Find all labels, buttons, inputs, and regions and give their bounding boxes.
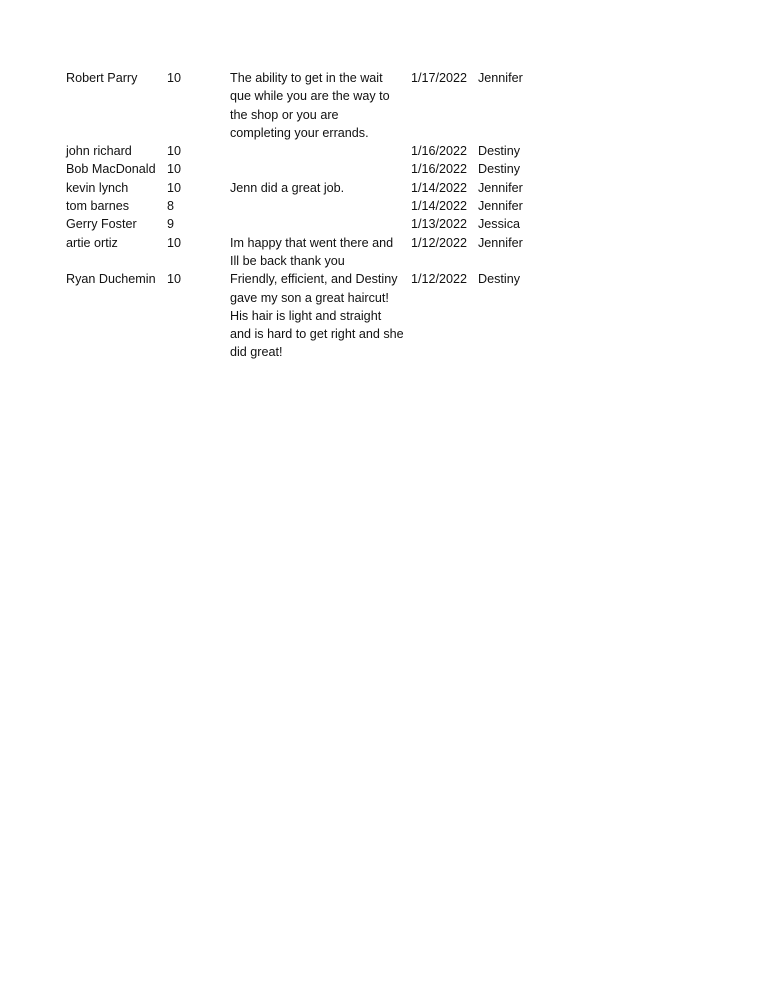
review-date: 1/12/2022 <box>411 272 468 287</box>
table-row <box>66 179 546 197</box>
review-date: 1/14/2022 <box>411 180 468 195</box>
table-row <box>66 69 546 142</box>
review-score: 10 <box>167 71 182 85</box>
reviewer-name: tom barnes <box>66 199 129 214</box>
staff-name: Jennifer <box>478 199 523 214</box>
staff-name: Jennifer <box>478 235 523 250</box>
review-date: 1/16/2022 <box>411 162 468 177</box>
reviewer-name: Robert Parry <box>66 71 138 85</box>
reviewer-name: john richard <box>66 144 132 159</box>
table-row <box>66 142 546 160</box>
staff-name: Jennifer <box>478 180 523 195</box>
reviewer-name: artie ortiz <box>66 235 118 250</box>
review-score: 10 <box>167 235 182 250</box>
review-score: 10 <box>167 180 182 195</box>
review-score: 8 <box>167 199 175 214</box>
staff-name: Destiny <box>478 272 520 287</box>
table-row <box>66 234 546 271</box>
reviewer-name: kevin lynch <box>66 180 129 195</box>
table-row <box>66 197 546 215</box>
staff-name: Destiny <box>478 162 520 177</box>
reviews-table <box>66 69 546 362</box>
review-comment: Friendly, efficient, and Destiny gave my son a great haircut! His hair is light and straight and is hard to get right and she did great! <box>230 272 404 360</box>
review-date: 1/12/2022 <box>411 235 468 250</box>
review-score: 10 <box>167 162 182 177</box>
staff-name: Destiny <box>478 144 520 159</box>
staff-name: Jessica <box>478 217 520 232</box>
review-date: 1/16/2022 <box>411 144 468 159</box>
review-score: 9 <box>167 217 175 232</box>
review-score: 10 <box>167 144 182 159</box>
review-score: 10 <box>167 272 182 287</box>
table-row <box>66 270 546 361</box>
table-row <box>66 215 546 233</box>
reviewer-name: Bob MacDonald <box>66 162 156 177</box>
table-row <box>66 160 546 178</box>
review-date: 1/13/2022 <box>411 217 468 232</box>
review-date: 1/17/2022 <box>411 71 468 85</box>
reviewer-name: Gerry Foster <box>66 217 137 232</box>
reviewer-name: Ryan Duchemin <box>66 272 156 287</box>
review-comment: Jenn did a great job. <box>230 180 345 195</box>
review-date: 1/14/2022 <box>411 199 468 214</box>
review-comment: The ability to get in the wait que while you are the way to the shop or you are completing your errands. <box>230 71 390 140</box>
review-comment: Im happy that went there and Ill be back thank you <box>230 235 394 268</box>
staff-name: Jennifer <box>478 71 523 85</box>
